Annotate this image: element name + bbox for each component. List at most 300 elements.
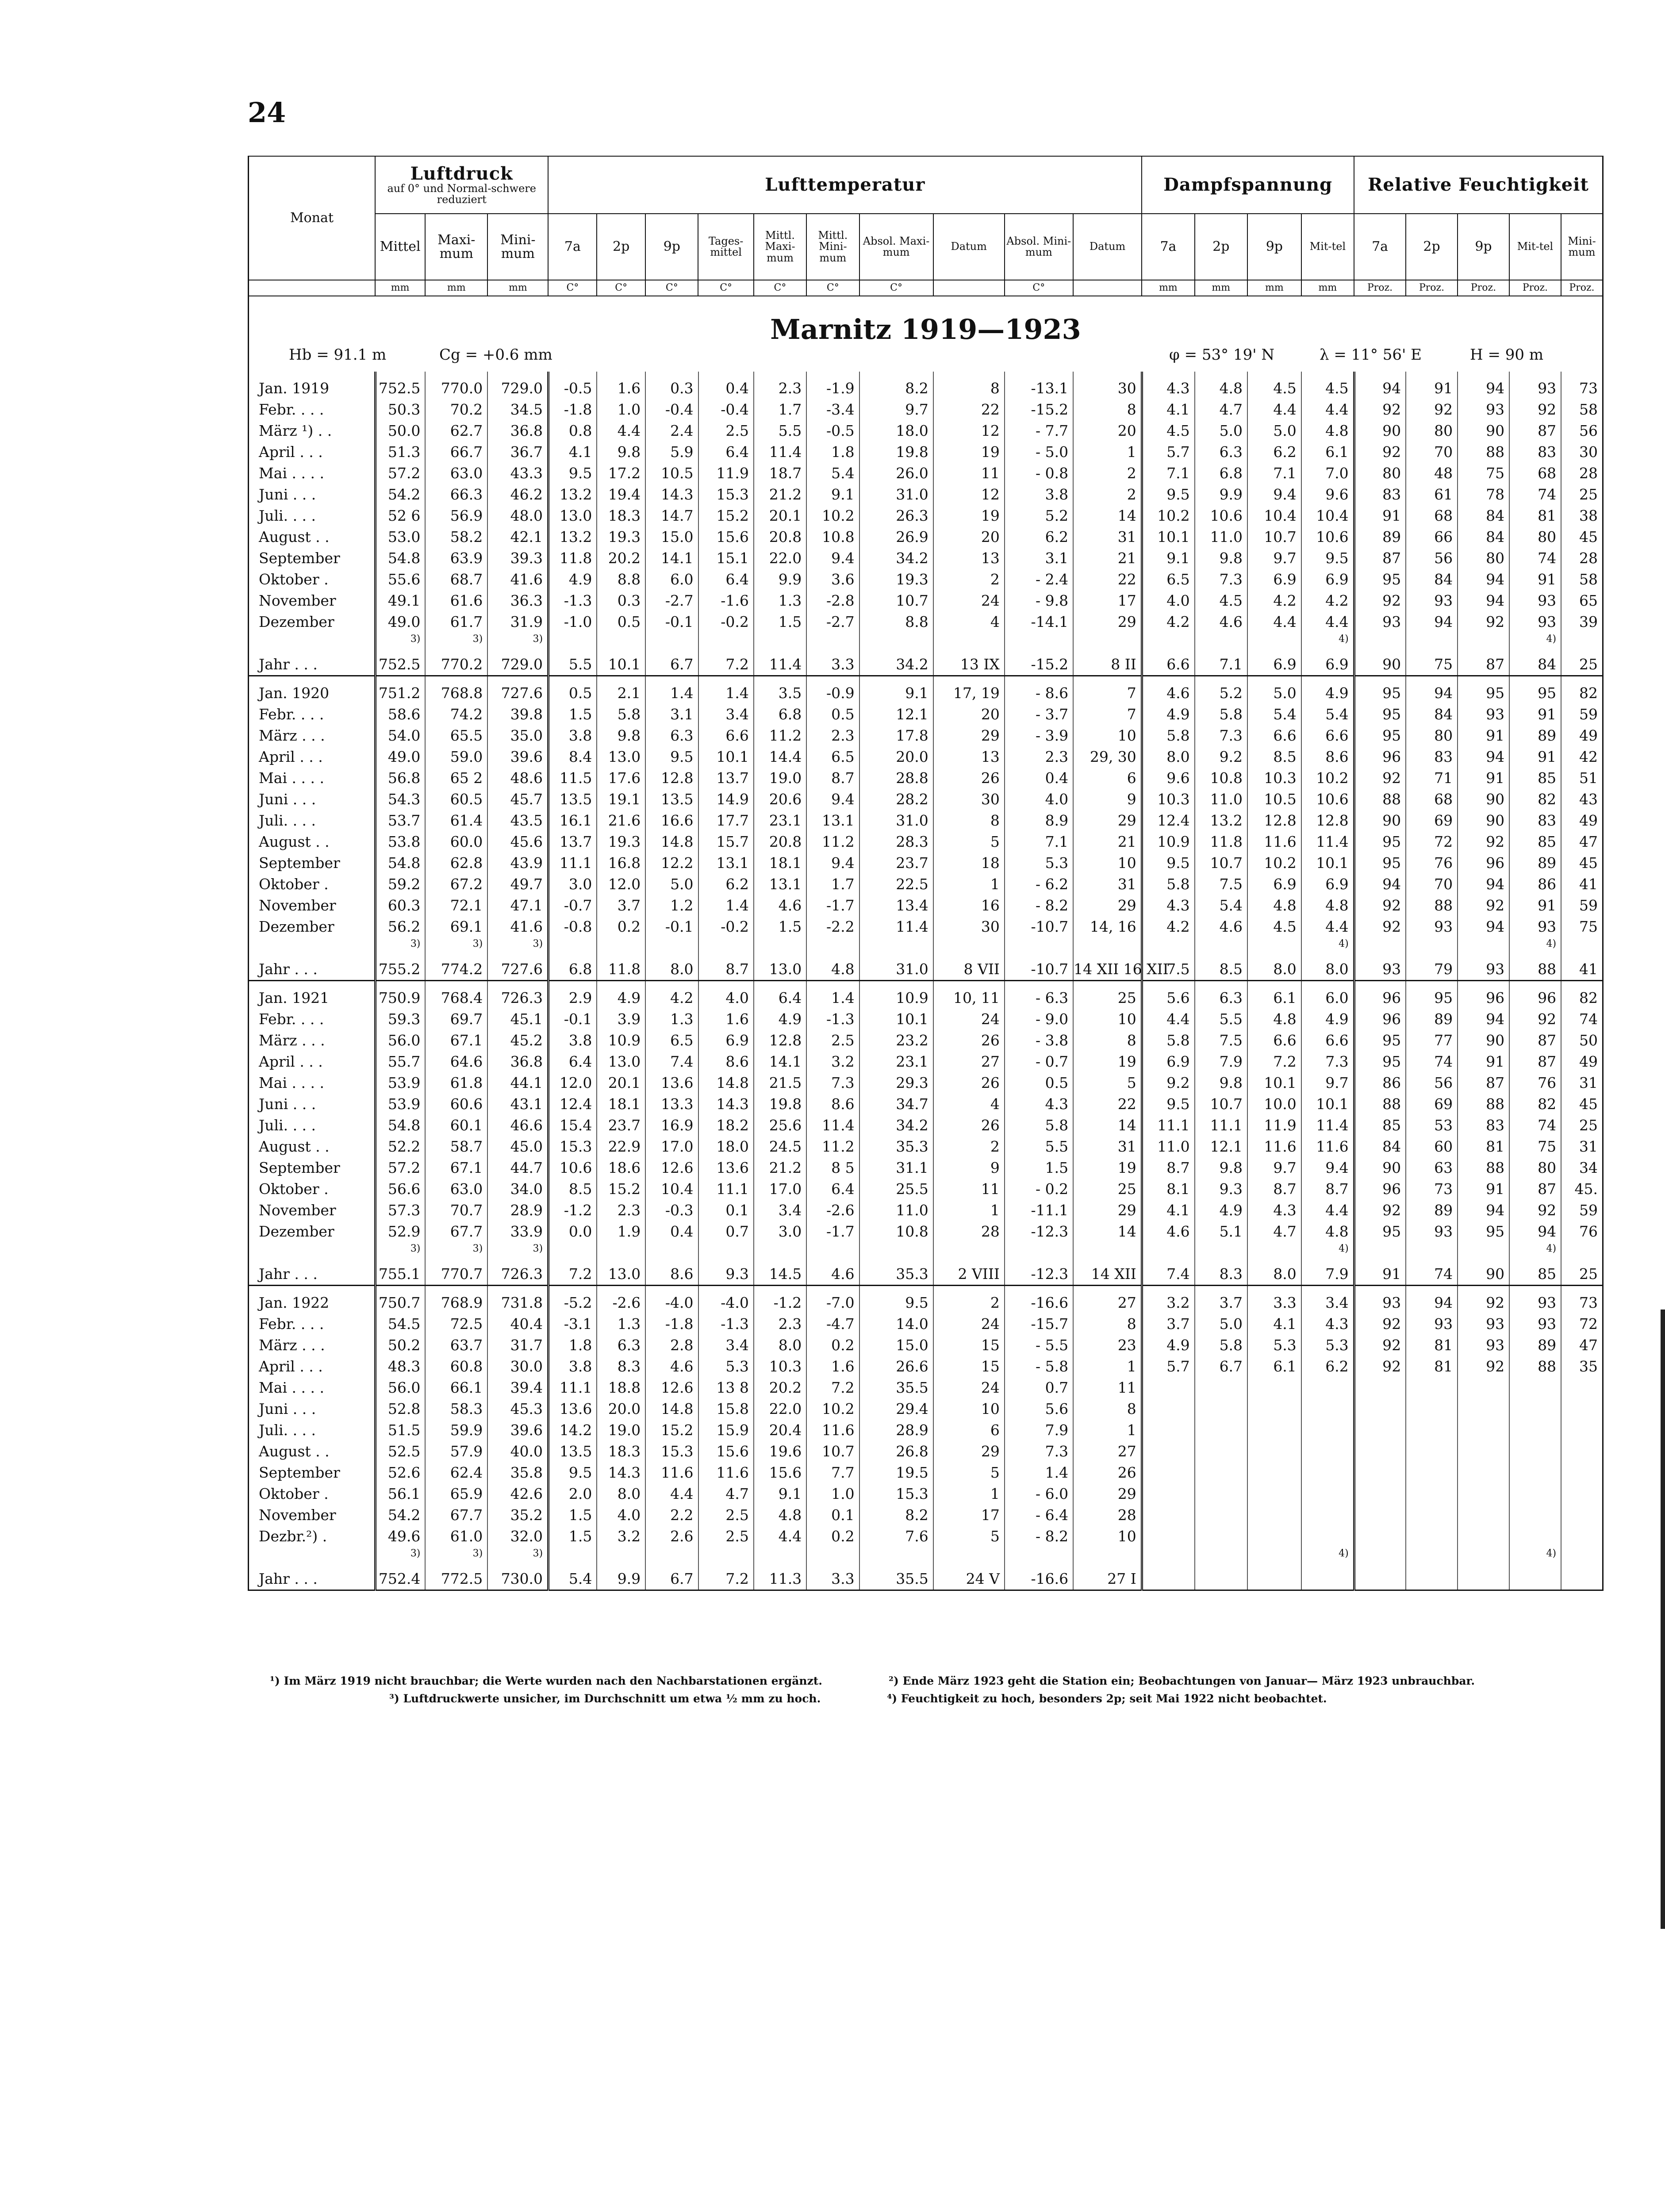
data-cell: 6.4 [549, 1051, 597, 1072]
data-cell: 7.3 [806, 1072, 859, 1094]
note-cell [1247, 1547, 1301, 1568]
data-cell: 6.6 [1247, 725, 1301, 746]
data-cell: 30.0 [487, 1356, 548, 1377]
month-label: März . . . [249, 1335, 376, 1356]
data-cell: 68.7 [425, 569, 487, 590]
data-cell: 48.3 [375, 1356, 425, 1377]
data-cell [1509, 1462, 1561, 1483]
data-cell: 91 [1509, 569, 1561, 590]
data-cell: 28.9 [487, 1200, 548, 1221]
year-total-row [249, 1263, 1603, 1286]
data-cell: 95 [1354, 569, 1406, 590]
note-cell: 3) [487, 633, 548, 654]
data-cell: 1.6 [597, 372, 645, 399]
data-cell: 12.0 [597, 874, 645, 895]
data-cell: 93 [1509, 1286, 1561, 1314]
data-cell: 3.7 [597, 895, 645, 916]
data-cell: 46.6 [487, 1115, 548, 1136]
note-cell [1561, 1242, 1603, 1263]
table-row [249, 420, 1603, 442]
data-cell: 47 [1561, 831, 1603, 853]
data-cell: 7.5 [1142, 959, 1194, 981]
data-cell: 10.2 [806, 505, 859, 526]
note-cell [1142, 1547, 1194, 1568]
note-cell [698, 1242, 754, 1263]
data-cell [1561, 1377, 1603, 1398]
data-cell: 5.3 [1301, 1335, 1354, 1356]
data-cell: 3.7 [1195, 1286, 1247, 1314]
data-cell: - 8.6 [1005, 676, 1073, 704]
data-cell: 20.0 [859, 746, 933, 768]
data-cell: 2 [1073, 484, 1142, 505]
data-cell: 5.8 [1142, 725, 1194, 746]
note-cell: 3) [375, 633, 425, 654]
data-cell: 48.6 [487, 768, 548, 789]
table-row [249, 1286, 1603, 1314]
data-cell: 5.0 [645, 874, 698, 895]
note-cell: 3) [425, 1547, 487, 1568]
data-cell: 1 [933, 874, 1005, 895]
data-cell: 93 [1509, 916, 1561, 937]
data-cell: 31 [1073, 526, 1142, 548]
data-cell: -1.3 [549, 590, 597, 611]
data-cell: 42 [1561, 746, 1603, 768]
data-cell: - 9.8 [1005, 590, 1073, 611]
data-cell: 60.1 [425, 1115, 487, 1136]
data-cell: 14.9 [698, 789, 754, 810]
note-cell [1142, 1242, 1194, 1263]
data-cell: 4.2 [1301, 590, 1354, 611]
data-cell: 63.7 [425, 1335, 487, 1356]
climate-table [248, 156, 1604, 1591]
data-cell: 67.2 [425, 874, 487, 895]
data-cell: 8.7 [1142, 1157, 1194, 1179]
data-cell: 77 [1406, 1030, 1458, 1051]
data-cell: 9.4 [1247, 484, 1301, 505]
note-cell [249, 633, 376, 654]
table-row [249, 526, 1603, 548]
data-cell: 92 [1458, 1356, 1509, 1377]
data-cell: 4.5 [1301, 372, 1354, 399]
data-cell: 6.5 [645, 1030, 698, 1051]
data-cell [1561, 1441, 1603, 1462]
table-row [249, 442, 1603, 463]
data-cell: 9.4 [806, 789, 859, 810]
data-cell: 8.6 [645, 1263, 698, 1286]
table-row [249, 548, 1603, 569]
data-cell: 69.1 [425, 916, 487, 937]
month-label: März . . . [249, 1030, 376, 1051]
data-cell: 92 [1458, 611, 1509, 633]
table-row [249, 399, 1603, 420]
data-cell: 1 [1073, 1420, 1142, 1441]
data-cell: 94 [1458, 874, 1509, 895]
data-cell: 5.8 [1195, 704, 1247, 725]
header-relative-feuchtigkeit: Relative Feuchtigkeit [1354, 156, 1603, 214]
data-cell: 30 [933, 789, 1005, 810]
data-cell: 15.4 [549, 1115, 597, 1136]
data-cell: 40.4 [487, 1313, 548, 1335]
data-cell: 51 [1561, 768, 1603, 789]
data-cell: 87 [1509, 420, 1561, 442]
data-cell: 45. [1561, 1179, 1603, 1200]
table-row [249, 505, 1603, 526]
data-cell: 19.6 [754, 1441, 806, 1462]
data-cell: 14.1 [645, 548, 698, 569]
data-cell: 14.1 [754, 1051, 806, 1072]
data-cell: - 6.4 [1005, 1505, 1073, 1526]
data-cell: 13.0 [597, 1051, 645, 1072]
data-cell: 7.4 [1142, 1263, 1194, 1286]
data-cell: 25.6 [754, 1115, 806, 1136]
data-cell: 10.1 [1247, 1072, 1301, 1094]
table-row [249, 704, 1603, 725]
data-cell: 91 [1509, 895, 1561, 916]
data-cell: 9.5 [549, 1462, 597, 1483]
data-cell: 69 [1406, 1094, 1458, 1115]
data-cell: 88 [1458, 1157, 1509, 1179]
data-cell: 0.4 [645, 1221, 698, 1242]
data-cell: 3.5 [754, 676, 806, 704]
month-label: Juni . . . [249, 1398, 376, 1420]
data-cell: 95 [1354, 831, 1406, 853]
col-feucht-mittel: Mit-tel [1509, 214, 1561, 280]
data-cell: -2.6 [806, 1200, 859, 1221]
data-cell: 17.7 [698, 810, 754, 831]
data-cell: 23.1 [754, 810, 806, 831]
data-cell: 13.6 [645, 1072, 698, 1094]
data-cell: 74 [1509, 548, 1561, 569]
data-cell: 15.3 [859, 1483, 933, 1505]
data-cell: -15.2 [1005, 654, 1073, 676]
data-cell: 6.6 [698, 725, 754, 746]
data-cell: 92 [1458, 1286, 1509, 1314]
data-cell: 2.5 [698, 420, 754, 442]
data-cell: 6.5 [1142, 569, 1194, 590]
data-cell: 11.9 [1247, 1115, 1301, 1136]
table-row [249, 1377, 1603, 1398]
note-cell [1195, 1242, 1247, 1263]
data-cell: 72 [1561, 1313, 1603, 1335]
unit-cell: mm [487, 280, 548, 296]
data-cell: 11.1 [1195, 1115, 1247, 1136]
data-cell: 19.3 [597, 831, 645, 853]
data-cell: 4.1 [549, 442, 597, 463]
data-cell: 84 [1406, 704, 1458, 725]
col-luftdruck-max: Maxi-mum [425, 214, 487, 280]
data-cell: 95 [1354, 1221, 1406, 1242]
unit-cell: Proz. [1406, 280, 1458, 296]
data-cell: 21.2 [754, 484, 806, 505]
data-cell: 13.5 [549, 789, 597, 810]
note-cell [1005, 633, 1073, 654]
data-cell: 28.8 [859, 768, 933, 789]
month-label: März . . . [249, 725, 376, 746]
footnotes [270, 1672, 1597, 1708]
note-cell: 3) [487, 1242, 548, 1263]
data-cell: 11.0 [1195, 789, 1247, 810]
data-cell: 12.8 [645, 768, 698, 789]
data-cell: 19.3 [597, 526, 645, 548]
note-cell [698, 937, 754, 959]
month-label: Febr. . . . [249, 1009, 376, 1030]
data-cell: 4.2 [1142, 611, 1194, 633]
data-cell: 12.4 [549, 1094, 597, 1115]
data-cell: 1.5 [754, 611, 806, 633]
data-cell: 726.3 [487, 981, 548, 1009]
data-cell: -5.2 [549, 1286, 597, 1314]
data-cell: 80 [1406, 725, 1458, 746]
data-cell: -1.8 [549, 399, 597, 420]
data-cell: 87 [1458, 654, 1509, 676]
data-cell: 4.9 [1195, 1200, 1247, 1221]
data-cell: 0.3 [597, 590, 645, 611]
data-cell: -14.1 [1005, 611, 1073, 633]
data-cell: 93 [1509, 1313, 1561, 1335]
data-cell: 4.2 [1142, 916, 1194, 937]
note-cell: 3) [425, 633, 487, 654]
data-cell: 10.2 [1142, 505, 1194, 526]
data-cell: 8.6 [806, 1094, 859, 1115]
data-cell [1142, 1462, 1194, 1483]
data-cell: 87 [1509, 1030, 1561, 1051]
month-label: Mai . . . . [249, 463, 376, 484]
data-cell: 13.6 [549, 1398, 597, 1420]
data-cell: 10.1 [698, 746, 754, 768]
data-cell: 4.7 [1195, 399, 1247, 420]
data-cell: -3.4 [806, 399, 859, 420]
data-cell: - 0.2 [1005, 1179, 1073, 1200]
data-cell: 74 [1406, 1051, 1458, 1072]
note-cell [1073, 937, 1142, 959]
data-cell: 9.5 [645, 746, 698, 768]
data-cell: 12.6 [645, 1157, 698, 1179]
luftdruck-subtitle: auf 0° und Normal-schwere reduziert [387, 182, 536, 206]
data-cell: 4.8 [1301, 895, 1354, 916]
data-cell: 96 [1354, 1009, 1406, 1030]
data-cell: 74 [1509, 484, 1561, 505]
data-cell: 23.2 [859, 1030, 933, 1051]
data-cell: 26 [933, 1072, 1005, 1094]
data-cell: -1.0 [549, 611, 597, 633]
data-cell: 96 [1509, 981, 1561, 1009]
table-row [249, 1051, 1603, 1072]
month-label: Oktober . [249, 874, 376, 895]
data-cell: -0.4 [645, 399, 698, 420]
data-cell: 74 [1561, 1009, 1603, 1030]
note-cell: 3) [375, 1547, 425, 1568]
data-cell: 59.2 [375, 874, 425, 895]
data-cell: 54.0 [375, 725, 425, 746]
data-cell: 9.4 [806, 853, 859, 874]
month-label: Oktober . [249, 1483, 376, 1505]
data-cell: 20.0 [597, 1398, 645, 1420]
data-cell: 5.3 [1247, 1335, 1301, 1356]
data-cell [1509, 1483, 1561, 1505]
data-cell: 5.4 [1301, 704, 1354, 725]
data-cell: 0.0 [549, 1221, 597, 1242]
data-cell: 93 [1509, 590, 1561, 611]
data-cell: 96 [1354, 1179, 1406, 1200]
data-cell: 56 [1406, 548, 1458, 569]
data-cell: -0.5 [806, 420, 859, 442]
data-cell: 6.4 [806, 1179, 859, 1200]
note-cell [1247, 1242, 1301, 1263]
col-luftdruck-min: Mini-mum [487, 214, 548, 280]
station-height: H = 90 m [1470, 346, 1544, 364]
data-cell: 92 [1354, 442, 1406, 463]
data-cell: 22 [1073, 1094, 1142, 1115]
data-cell: 8.4 [549, 746, 597, 768]
data-cell: 93 [1509, 372, 1561, 399]
data-cell: 55.6 [375, 569, 425, 590]
data-cell: 0.2 [597, 916, 645, 937]
data-cell [1301, 1568, 1354, 1590]
year-total-row [249, 654, 1603, 676]
data-cell: 15 [933, 1356, 1005, 1377]
data-cell: 9.8 [1195, 1157, 1247, 1179]
data-cell: 770.7 [425, 1263, 487, 1286]
data-cell: 4.0 [698, 981, 754, 1009]
data-cell: 6.0 [645, 569, 698, 590]
col-feucht-min: Mini-mum [1561, 214, 1603, 280]
unit-cell: Proz. [1509, 280, 1561, 296]
data-cell: 28 [1073, 1505, 1142, 1526]
data-cell: 0.5 [1005, 1072, 1073, 1094]
data-cell: 70 [1406, 442, 1458, 463]
data-cell: 28 [1561, 548, 1603, 569]
data-cell: 12.8 [754, 1030, 806, 1051]
data-cell: 11.1 [698, 1179, 754, 1200]
data-cell: 26.9 [859, 526, 933, 548]
table-row [249, 895, 1603, 916]
col-temp-mittl-max: Mittl. Maxi-mum [754, 214, 806, 280]
table-row [249, 1313, 1603, 1335]
data-cell: 9.5 [1142, 484, 1194, 505]
data-cell: 66.7 [425, 442, 487, 463]
data-cell: 6.8 [1195, 463, 1247, 484]
data-cell: 11.8 [1195, 831, 1247, 853]
data-cell: 31.0 [859, 484, 933, 505]
data-cell: 3.8 [549, 1030, 597, 1051]
data-cell: 13 8 [698, 1377, 754, 1398]
data-cell: 2.3 [754, 1313, 806, 1335]
data-cell [1301, 1483, 1354, 1505]
data-cell: 42.6 [487, 1483, 548, 1505]
data-cell: 4 [933, 1094, 1005, 1115]
data-cell: 4.6 [1142, 1221, 1194, 1242]
data-cell: 72.5 [425, 1313, 487, 1335]
data-cell: 45.3 [487, 1398, 548, 1420]
data-cell: 33.9 [487, 1221, 548, 1242]
data-cell: 56.6 [375, 1179, 425, 1200]
data-cell: 4.9 [1301, 1009, 1354, 1030]
data-cell: 68 [1509, 463, 1561, 484]
data-cell: 70.7 [425, 1200, 487, 1221]
data-cell: 4.2 [1247, 590, 1301, 611]
data-cell: 7.4 [645, 1051, 698, 1072]
data-cell: 55.7 [375, 1051, 425, 1072]
data-cell: 13.5 [549, 1441, 597, 1462]
data-cell: 88 [1509, 959, 1561, 981]
data-cell: 28.3 [859, 831, 933, 853]
data-cell: 1.7 [754, 399, 806, 420]
data-cell: 7.9 [1195, 1051, 1247, 1072]
month-label: März ¹) . . [249, 420, 376, 442]
data-cell: 92 [1509, 399, 1561, 420]
note-cell [754, 633, 806, 654]
data-cell: 6.9 [698, 1030, 754, 1051]
data-cell: 20.4 [754, 1420, 806, 1441]
data-cell: 20.2 [597, 548, 645, 569]
data-cell: 63.9 [425, 548, 487, 569]
data-cell: 49.0 [375, 746, 425, 768]
data-cell: 56.1 [375, 1483, 425, 1505]
data-cell: 27 [933, 1051, 1005, 1072]
data-cell: 43.1 [487, 1094, 548, 1115]
table-row [249, 874, 1603, 895]
data-cell: 7.3 [1005, 1441, 1073, 1462]
data-cell: 1.5 [549, 1505, 597, 1526]
data-cell: 14.3 [698, 1094, 754, 1115]
data-cell: 7.2 [549, 1263, 597, 1286]
data-cell: 35.5 [859, 1377, 933, 1398]
data-cell: 4.5 [1247, 372, 1301, 399]
data-cell: 94 [1406, 1286, 1458, 1314]
data-cell: 20.8 [754, 526, 806, 548]
data-cell: 76 [1406, 853, 1458, 874]
note-cell [249, 1547, 376, 1568]
note-cell [933, 633, 1005, 654]
data-cell: 13.0 [754, 959, 806, 981]
month-label: Febr. . . . [249, 704, 376, 725]
data-cell: 20.2 [754, 1377, 806, 1398]
month-label: November [249, 1200, 376, 1221]
data-cell: 52.8 [375, 1398, 425, 1420]
data-cell: -1.7 [806, 895, 859, 916]
data-cell: 4.3 [1005, 1094, 1073, 1115]
data-cell: 36.8 [487, 1051, 548, 1072]
note-cell [1458, 937, 1509, 959]
data-cell: 50 [1561, 1030, 1603, 1051]
data-cell: 3.4 [698, 704, 754, 725]
data-cell: 93 [1406, 1221, 1458, 1242]
data-cell: 54.3 [375, 789, 425, 810]
note-cell: 3) [375, 937, 425, 959]
data-cell: - 6.3 [1005, 981, 1073, 1009]
data-cell: 35.0 [487, 725, 548, 746]
footnote-2: ²) Ende März 1923 geht die Station ein; Beobachtungen von Januar— März 1923 unbrauchbar. [889, 1674, 1475, 1687]
table-row [249, 746, 1603, 768]
data-cell: 10.4 [645, 1179, 698, 1200]
data-cell: 59 [1561, 895, 1603, 916]
luftdruck-title: Luftdruck [410, 163, 513, 184]
month-label: April . . . [249, 1356, 376, 1377]
month-label: Febr. . . . [249, 1313, 376, 1335]
data-cell: 10.3 [754, 1356, 806, 1377]
data-cell: 11 [933, 463, 1005, 484]
table-row [249, 1356, 1603, 1377]
data-cell: 31 [1561, 1136, 1603, 1157]
data-cell: 60.0 [425, 831, 487, 853]
data-cell: 53.0 [375, 526, 425, 548]
data-cell: 9.7 [1301, 1072, 1354, 1094]
data-cell: 13.0 [549, 505, 597, 526]
data-cell: 4.9 [1301, 676, 1354, 704]
unit-cell: mm [1195, 280, 1247, 296]
data-cell: 8.0 [1247, 1263, 1301, 1286]
data-cell: 39.4 [487, 1377, 548, 1398]
